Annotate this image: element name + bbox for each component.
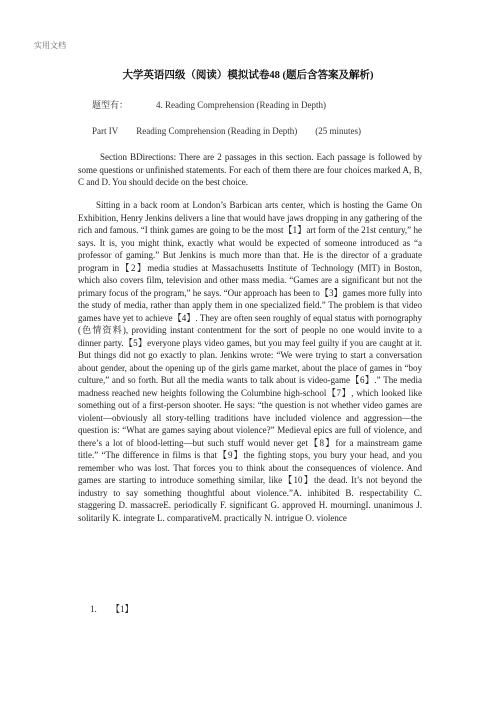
part-label: Part IV: [92, 126, 119, 136]
page-header: 实用文档: [34, 41, 66, 50]
question-type-label: 题型有：: [92, 100, 129, 110]
question-number: 1.: [90, 604, 97, 614]
directions-paragraph: Section BDirections: There are 2 passages in this section. Each passage is followed by some questions or unfinished statements. For each of them there are four choices marked A, B, C and D. You should decide on the best choice.: [78, 152, 422, 187]
question-type-line: [92, 98, 326, 111]
passage-paragraph: Sitting in a back room at London’s Barbican arts center, which is hosting the Game On Exhibition, Henry Jenkins delivers a line that would have jaws dropping in any gathering of the rich and famous. “I think games are going to be the most【1】art form of the 21st century,” he says. It is, you might think, exactly what would be expected of someone introduced as “a professor of gaming.” But Jenkins is much more than that. He is the director of a graduate program in【2】media studies at Massachusetts Institute of Technology (MIT) in Boston, which also covers film, television and other mass media. “Games are a significant but not the primary focus of the program,” he says. “Our approach has been to【3】games more fully into the study of media, rather than apply them in one specialized field.” The problem is that video games have yet to achieve【4】. They are often seen roughly of equal status with pornography (色情资料), providing instant contentment for the sort of people no one would invite to a dinner party.【5】everyone plays video games, but you may feel guilty if you are caught at it. But things did not go exactly to plan. Jenkins wrote: “We were trying to start a conversation about gender, about the opening up of the girls game market, about the place of games in “boy culture,” and so forth. But all the media wants to talk about is video-game【6】.” The media madness reached new heights following the Columbine high-school【7】, which looked like something out of a first-person shooter. He says: “the question is not whether video games are violent—obviously all story-telling traditions have included violence and aggression—the question is: “What are games saying about violence?” Medieval epics are full of violence, and there’s a lot of blood-letting—but such stuff would never get【8】for a mainstream game title.” “The difference in films is that【9】the fighting stops, you bury your head, and you remember who was lost. That forces you to think about the consequences of violence. And games are starting to introduce something similar, like【10】the dead. It’s not beyond the industry to say something thoughtful about violence.”A. inhibited B. respectability C. staggering D. massacreE. periodically F. significant G. approved H. mourningI. unanimous J. solitarily K. integrate L. comparativeM. practically N. intrigue O. violence: [78, 200, 422, 523]
question-blank: 【1】: [111, 604, 134, 614]
question-type-value: 4. Reading Comprehension (Reading in Depth): [156, 100, 326, 110]
part-line: [92, 126, 361, 136]
document-title: 大学英语四级（阅读）模拟试卷48 (题后含答案及解析): [122, 70, 374, 81]
question-1: [90, 602, 134, 615]
part-time: (25 minutes): [315, 126, 361, 136]
part-name: Reading Comprehension (Reading in Depth): [136, 126, 298, 136]
